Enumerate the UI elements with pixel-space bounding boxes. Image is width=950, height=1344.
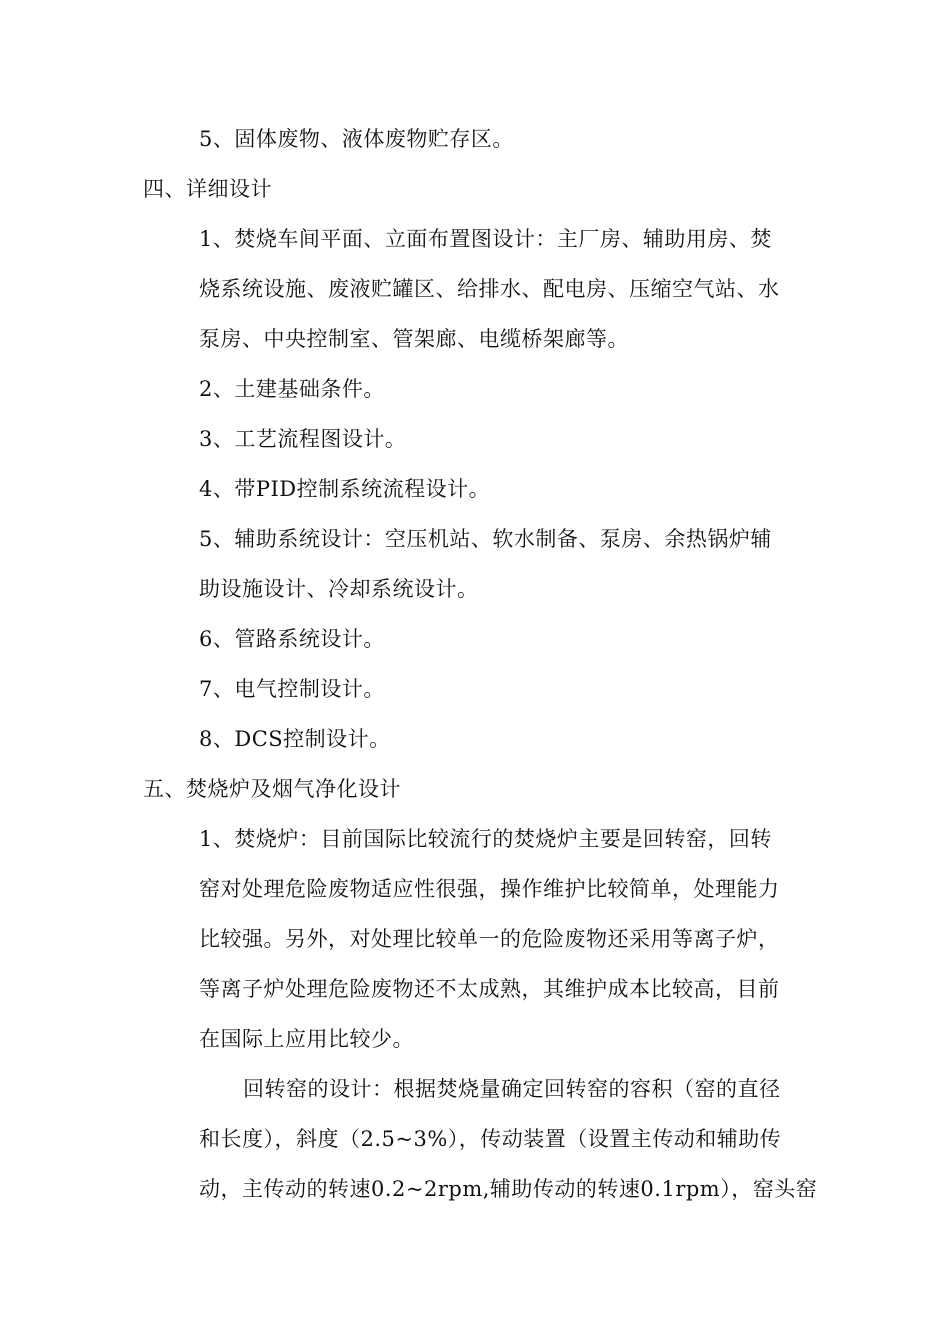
paragraph-line: 窑对处理危险废物适应性很强，操作维护比较简单，处理能力 bbox=[199, 877, 780, 901]
paragraph-line: 5、辅助系统设计：空压机站、软水制备、泵房、余热锅炉辅 bbox=[199, 527, 772, 551]
section-heading-detailed-design: 四、详细设计 bbox=[143, 177, 272, 201]
section-heading-incinerator: 五、焚烧炉及烟气净化设计 bbox=[143, 777, 401, 801]
list-item-electrical-control: 7、电气控制设计。 bbox=[199, 677, 385, 701]
paragraph-line: 烧系统设施、废液贮罐区、给排水、配电房、压缩空气站、水 bbox=[199, 277, 780, 301]
list-item-civil-foundation: 2、土建基础条件。 bbox=[199, 377, 385, 401]
paragraph-line: 助设施设计、冷却系统设计。 bbox=[199, 577, 479, 601]
paragraph-line: 回转窑的设计：根据焚烧量确定回转窑的容积（窑的直径 bbox=[243, 1077, 781, 1101]
list-item-process-flow: 3、工艺流程图设计。 bbox=[199, 427, 407, 451]
list-item-pid-control: 4、带PID控制系统流程设计。 bbox=[199, 477, 491, 501]
paragraph-line: 和长度），斜度（2.5~3%），传动装置（设置主传动和辅助传 bbox=[199, 1127, 782, 1151]
list-item-piping-system: 6、管路系统设计。 bbox=[199, 627, 385, 651]
paragraph-line: 1、焚烧炉：目前国际比较流行的焚烧炉主要是回转窑，回转 bbox=[199, 827, 772, 851]
list-item-dcs-control: 8、DCS控制设计。 bbox=[199, 727, 391, 751]
list-item-storage-area: 5、固体废物、液体废物贮存区。 bbox=[199, 127, 514, 151]
paragraph-line: 在国际上应用比较少。 bbox=[199, 1027, 414, 1051]
paragraph-line: 动，主传动的转速0.2~2rpm,辅助传动的转速0.1rpm），窑头窑 bbox=[199, 1177, 818, 1201]
paragraph-line: 比较强。另外，对处理比较单一的危险废物还采用等离子炉， bbox=[199, 927, 780, 951]
paragraph-line: 1、焚烧车间平面、立面布置图设计：主厂房、辅助用房、焚 bbox=[199, 227, 772, 251]
paragraph-line: 等离子炉处理危险废物还不太成熟，其维护成本比较高，目前 bbox=[199, 977, 780, 1001]
paragraph-line: 泵房、中央控制室、管架廊、电缆桥架廊等。 bbox=[199, 327, 629, 351]
